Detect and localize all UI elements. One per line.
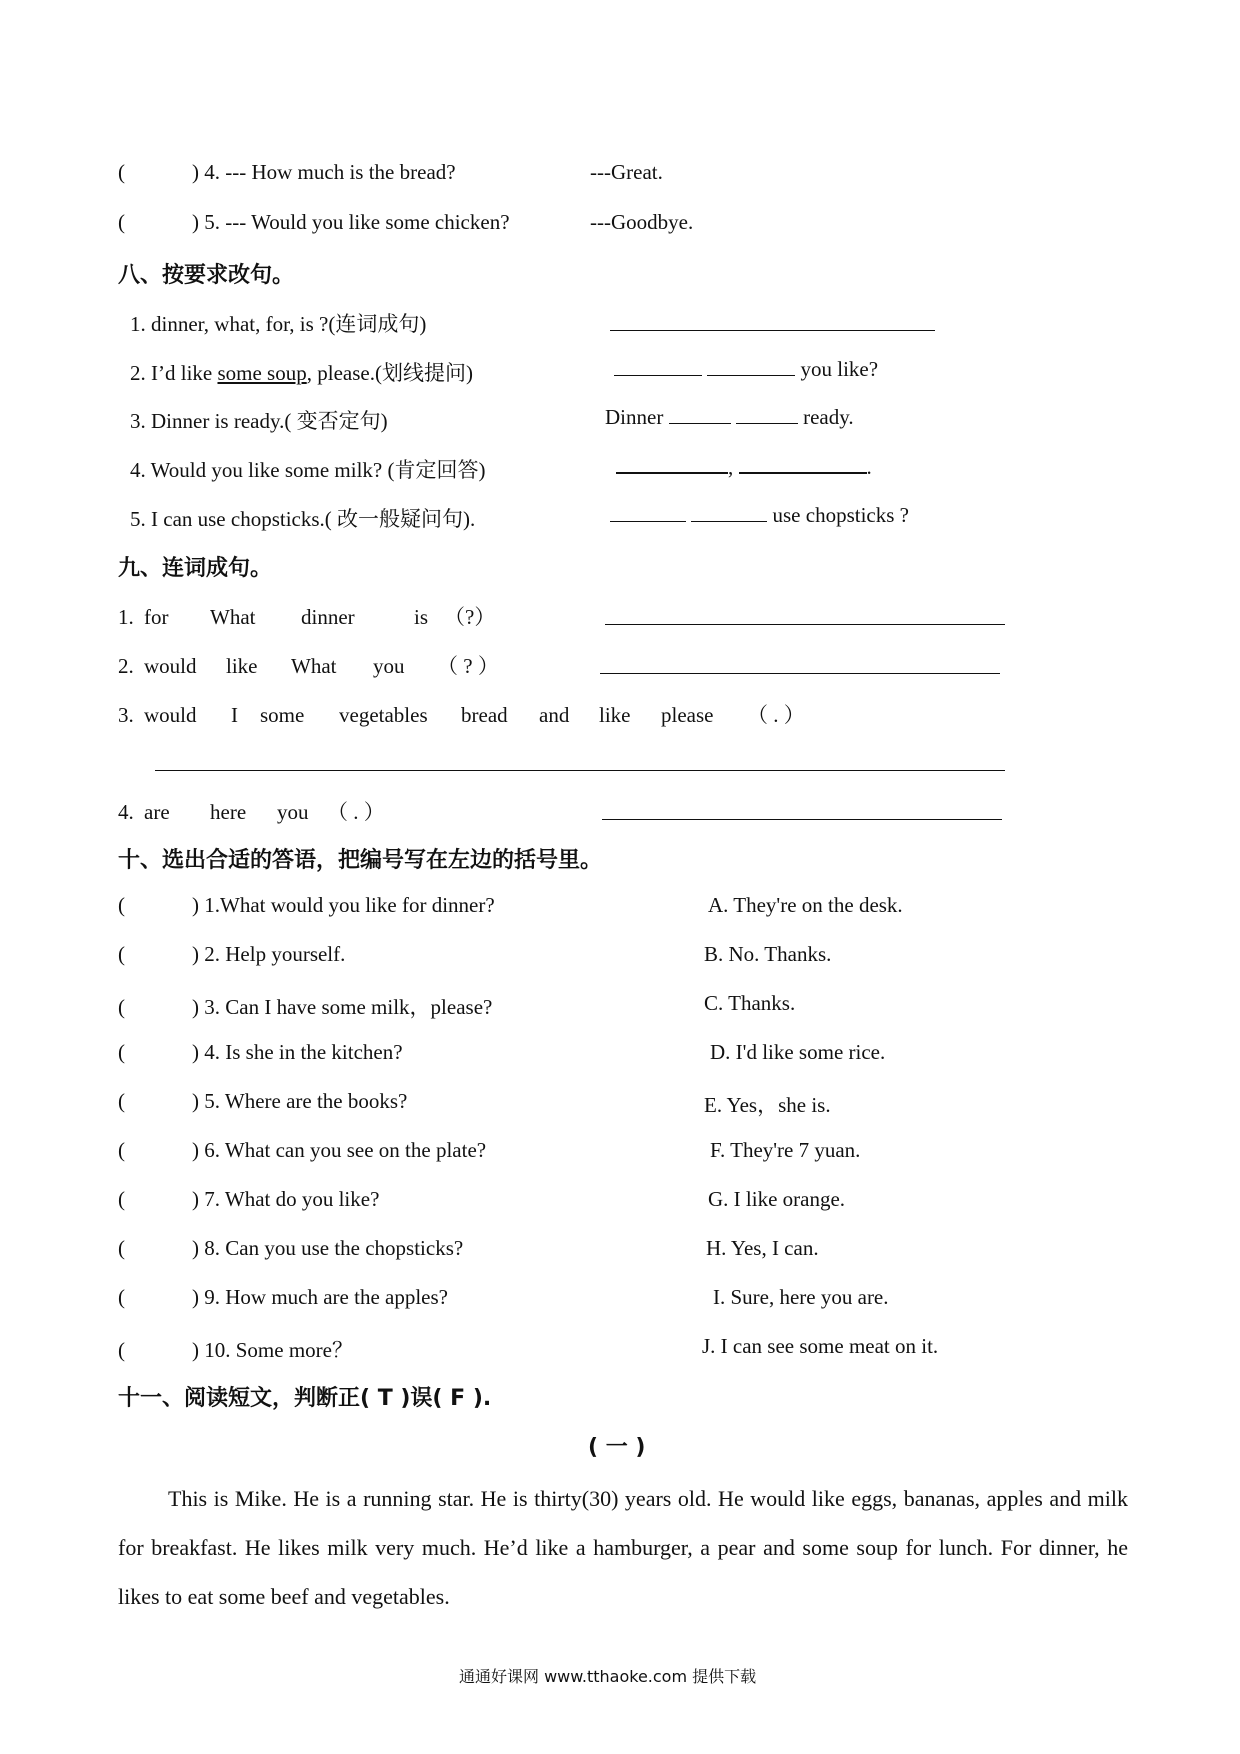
answer-blank — [616, 454, 728, 474]
question-text: 2. Help yourself. — [204, 942, 346, 966]
underlined-phrase: some soup — [217, 361, 307, 385]
question-text: 5. --- Would you like some chicken? — [204, 210, 510, 234]
question-text: 10. Some more？ — [204, 1338, 353, 1362]
answer-line-5: use chopsticks ? — [610, 503, 909, 528]
answer-bracket: ( — [118, 1236, 125, 1260]
question-text: 4. Is she in the kitchen? — [204, 1040, 403, 1064]
answer-text: ---Goodbye. — [590, 210, 694, 234]
match-answer-option: H. Yes, I can. — [706, 1236, 819, 1260]
answer-blank — [600, 655, 1000, 680]
match-answer-option: A. They're on the desk. — [708, 893, 903, 917]
answer-line-2: you like? — [614, 357, 878, 382]
answer-bracket: ( — [118, 1285, 125, 1309]
answer-blank — [739, 454, 867, 474]
section-8-heading: 八、按要求改句。 — [118, 263, 295, 288]
word-order-item-3: 3. would I some vegetables bread and like please （ . ） — [118, 703, 805, 727]
answer-bracket: ( — [118, 160, 125, 184]
passage-number: ( 一 ) — [588, 1435, 646, 1460]
answer-bracket: ( — [118, 893, 125, 917]
match-answer-option: J. I can see some meat on it. — [702, 1334, 939, 1358]
match-answer-option: B. No. Thanks. — [704, 942, 832, 966]
answer-bracket: ( — [118, 942, 125, 966]
answer-bracket: ( — [118, 1040, 125, 1064]
answer-blank — [610, 503, 686, 522]
answer-blank — [707, 357, 795, 376]
question-text: 7. What do you like? — [204, 1187, 380, 1211]
answer-bracket: ( — [118, 210, 125, 234]
match-question-row: ( ) 4. Is she in the kitchen? — [118, 1040, 403, 1064]
answer-bracket: ( — [118, 1138, 125, 1162]
rewrite-item-2: 2. I’d like some soup, please.(划线提问) — [130, 361, 473, 385]
answer-blank — [691, 503, 767, 522]
question-text: 4. --- How much is the bread? — [204, 160, 456, 184]
rewrite-item-3: 3. Dinner is ready.( 变否定句) — [130, 409, 388, 433]
match-question-row: ( ) 5. Where are the books? — [118, 1089, 408, 1113]
question-row-5: ( ) 5. --- Would you like some chicken? — [118, 210, 510, 234]
question-text: 5. Where are the books? — [204, 1089, 408, 1113]
rewrite-item-4: 4. Would you like some milk? (肯定回答) — [130, 458, 486, 482]
rewrite-item-5: 5. I can use chopsticks.( 改一般疑问句). — [130, 507, 476, 531]
answer-blank — [614, 357, 702, 376]
answer-blank — [736, 405, 798, 424]
match-question-row: ( ) 9. How much are the apples? — [118, 1285, 448, 1309]
answer-bracket: ( — [118, 1338, 125, 1362]
answer-bracket: ( — [118, 1089, 125, 1113]
word-order-item-1: 1. for What dinner is （?） — [118, 605, 496, 629]
match-question-row: ( ) 10. Some more？ — [118, 1338, 353, 1362]
answer-line-4: , . — [616, 454, 872, 480]
rewrite-item-1: 1. dinner, what, for, is ?(连词成句) — [130, 312, 427, 336]
match-answer-option: E. Yes，she is. — [704, 1093, 831, 1117]
answer-bracket: ( — [118, 995, 125, 1019]
answer-text: ---Great. — [590, 160, 663, 184]
match-question-row: ( ) 8. Can you use the chopsticks? — [118, 1236, 464, 1260]
section-9-heading: 九、连词成句。 — [118, 556, 273, 581]
answer-blank — [610, 312, 935, 337]
match-answer-option: G. I like orange. — [708, 1187, 846, 1211]
match-question-row: ( ) 3. Can I have some milk，please? — [118, 995, 493, 1019]
match-question-row: ( ) 7. What do you like? — [118, 1187, 380, 1211]
answer-bracket: ( — [118, 1187, 125, 1211]
question-text: 1.What would you like for dinner? — [204, 893, 495, 917]
section-11-heading: 十一、阅读短文，判断正( T )误( F ). — [118, 1386, 492, 1411]
page-footer: 通通好课网 www.tthaoke.com 提供下载 — [459, 1667, 757, 1686]
match-question-row: ( ) 2. Help yourself. — [118, 942, 346, 966]
answer-blank — [669, 405, 731, 424]
question-text: 9. How much are the apples? — [204, 1285, 448, 1309]
word-order-item-2: 2. would like What you （ ? ） — [118, 654, 499, 678]
match-question-row: ( ) 1.What would you like for dinner? — [118, 893, 495, 917]
word-order-item-4: 4. are here you （ . ） — [118, 800, 385, 824]
question-text: 8. Can you use the chopsticks? — [204, 1236, 464, 1260]
match-answer-option: I. Sure, here you are. — [713, 1285, 889, 1309]
question-text: 6. What can you see on the plate? — [204, 1138, 487, 1162]
answer-blank — [155, 752, 1005, 777]
reading-passage: This is Mike. He is a running star. He is thirty(30) years old. He would like eggs, bananas, apples and milk for breakfast. He likes milk very much. He’d like a hamburger, a pear and some soup for lunch. For dinner, he likes to eat some beef and vegetables. — [118, 1486, 1128, 1609]
answer-blank — [605, 606, 1005, 631]
answer-blank — [602, 801, 1002, 826]
match-answer-option: D. I'd like some rice. — [710, 1040, 886, 1064]
match-answer-option: C. Thanks. — [704, 991, 796, 1015]
match-answer-option: F. They're 7 yuan. — [710, 1138, 861, 1162]
section-10-heading: 十、选出合适的答语，把编号写在左边的括号里。 — [118, 848, 603, 873]
answer-line-3: Dinner ready. — [605, 405, 854, 429]
question-text: 3. Can I have some milk，please? — [204, 995, 493, 1019]
question-row-4: ( ) 4. --- How much is the bread? — [118, 160, 456, 184]
match-question-row: ( ) 6. What can you see on the plate? — [118, 1138, 487, 1162]
